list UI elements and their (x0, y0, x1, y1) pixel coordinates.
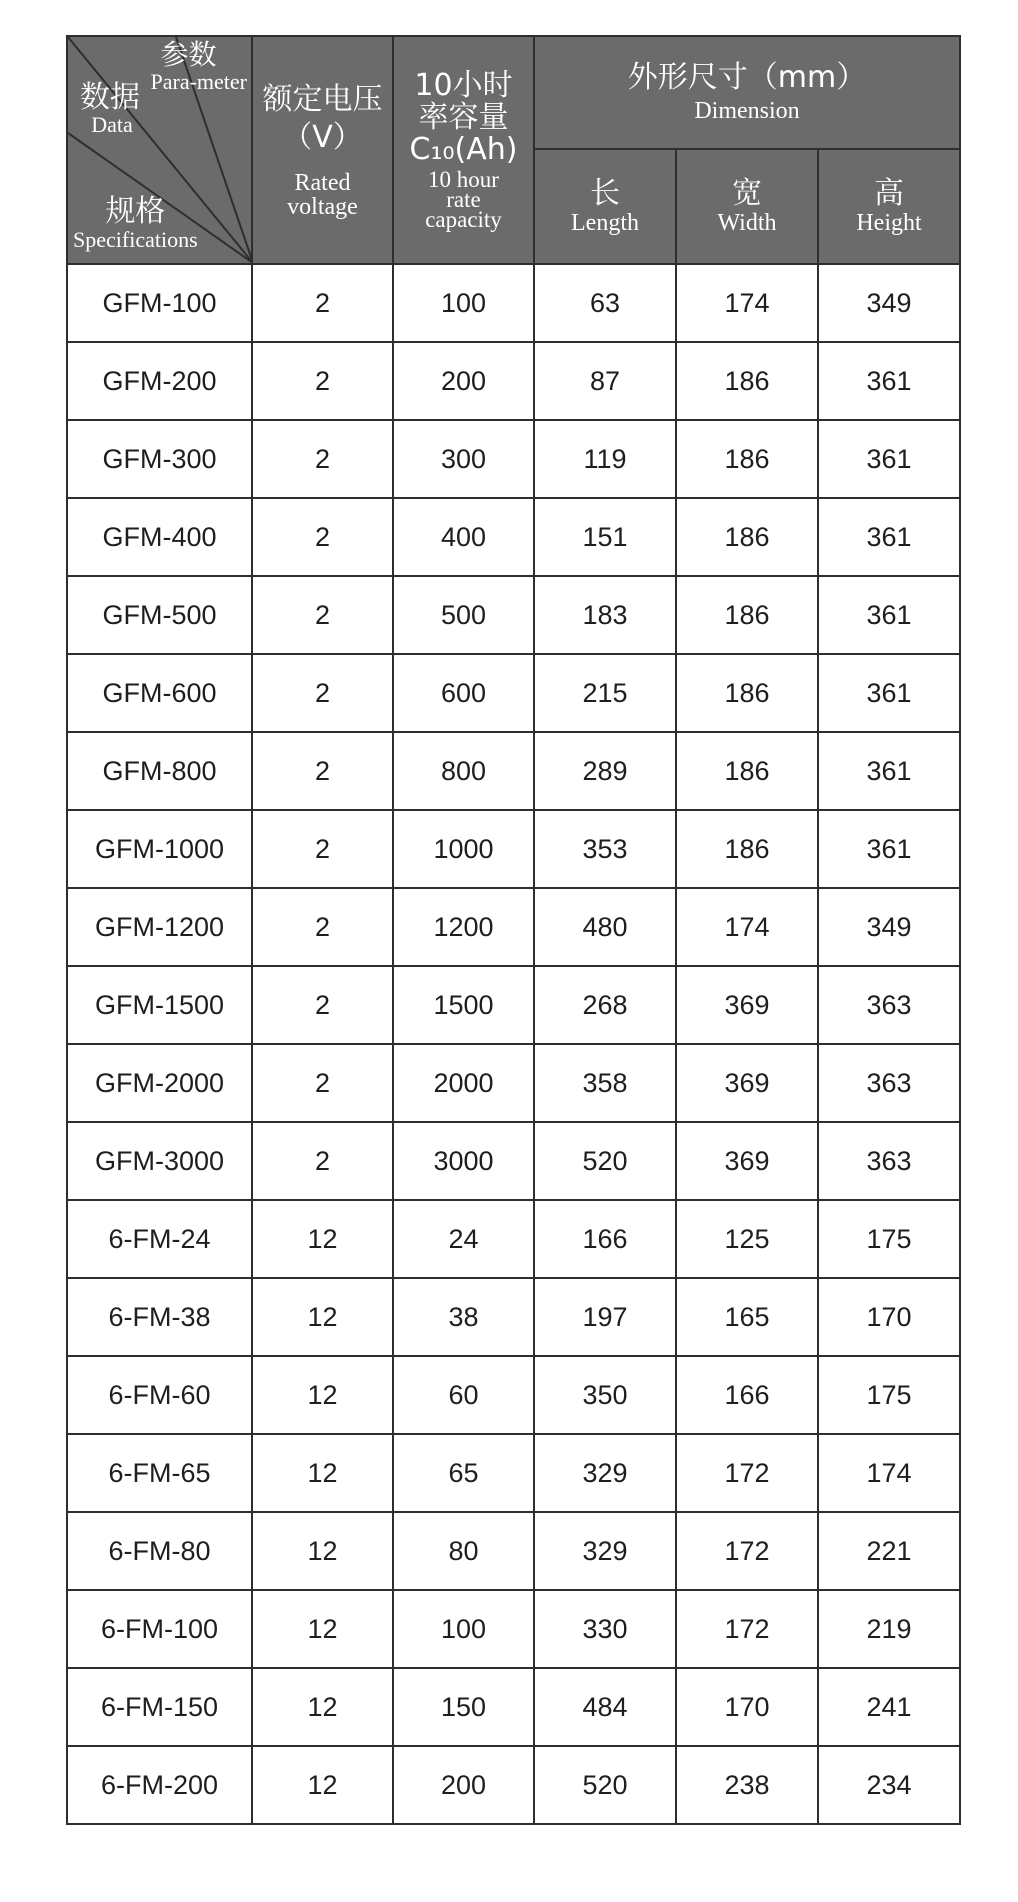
capacity-cell: 400 (393, 498, 534, 576)
capacity-cell: 1200 (393, 888, 534, 966)
capacity-cn-3: C₁₀(Ah) (409, 132, 518, 167)
length-header-cn: 长 (590, 176, 620, 212)
capacity-cell: 200 (393, 1746, 534, 1824)
table-header (67, 36, 960, 264)
length-cell: 520 (534, 1122, 676, 1200)
table-row (67, 1200, 960, 1278)
dimension-header-cn: 外形尺寸（mm） (627, 60, 867, 96)
height-cell: 234 (818, 1746, 960, 1824)
width-cell: 186 (676, 498, 818, 576)
length-header (534, 149, 676, 264)
width-cell: 125 (676, 1200, 818, 1278)
height-cell: 175 (818, 1356, 960, 1434)
capacity-en-2: rate (446, 187, 481, 212)
height-cell: 241 (818, 1668, 960, 1746)
width-header (676, 149, 818, 264)
voltage-cell: 12 (252, 1278, 393, 1356)
capacity-en-1: 10 hour (428, 167, 499, 192)
capacity-cell: 200 (393, 342, 534, 420)
voltage-cell: 2 (252, 732, 393, 810)
capacity-header (393, 36, 534, 264)
table-row (67, 1356, 960, 1434)
length-cell: 329 (534, 1512, 676, 1590)
dimension-header-en: Dimension (694, 98, 800, 125)
capacity-cell: 2000 (393, 1044, 534, 1122)
data-label-en: Data (91, 112, 133, 137)
width-cell: 186 (676, 810, 818, 888)
height-cell: 361 (818, 654, 960, 732)
table-row (67, 1278, 960, 1356)
voltage-cell: 12 (252, 1590, 393, 1668)
length-cell: 484 (534, 1668, 676, 1746)
table-row (67, 1434, 960, 1512)
width-cell: 170 (676, 1668, 818, 1746)
model-cell: GFM-400 (67, 498, 252, 576)
capacity-cell: 800 (393, 732, 534, 810)
table-row (67, 498, 960, 576)
table-row (67, 1044, 960, 1122)
height-cell: 175 (818, 1200, 960, 1278)
model-cell: GFM-100 (67, 264, 252, 342)
voltage-cell: 12 (252, 1746, 393, 1824)
height-cell: 361 (818, 498, 960, 576)
length-cell: 166 (534, 1200, 676, 1278)
voltage-cell: 12 (252, 1434, 393, 1512)
voltage-cell: 12 (252, 1668, 393, 1746)
corner-header-cell (67, 36, 252, 264)
model-cell: GFM-1500 (67, 966, 252, 1044)
length-cell: 330 (534, 1590, 676, 1668)
width-cell: 186 (676, 342, 818, 420)
width-cell: 172 (676, 1434, 818, 1512)
voltage-cell: 2 (252, 1044, 393, 1122)
width-cell: 186 (676, 654, 818, 732)
length-cell: 329 (534, 1434, 676, 1512)
model-cell: GFM-800 (67, 732, 252, 810)
width-cell: 174 (676, 264, 818, 342)
capacity-cell: 60 (393, 1356, 534, 1434)
rated-voltage-cn: 额定电压 (262, 82, 383, 117)
voltage-cell: 2 (252, 498, 393, 576)
specifications-label (73, 195, 198, 251)
length-cell: 480 (534, 888, 676, 966)
width-cell: 166 (676, 1356, 818, 1434)
capacity-cell: 100 (393, 1590, 534, 1668)
model-cell: 6-FM-65 (67, 1434, 252, 1512)
capacity-cell: 150 (393, 1668, 534, 1746)
table-row (67, 732, 960, 810)
length-cell: 268 (534, 966, 676, 1044)
capacity-cell: 1000 (393, 810, 534, 888)
width-cell: 172 (676, 1512, 818, 1590)
voltage-cell: 12 (252, 1356, 393, 1434)
width-cell: 369 (676, 1044, 818, 1122)
voltage-cell: 12 (252, 1512, 393, 1590)
height-cell: 361 (818, 732, 960, 810)
voltage-cell: 2 (252, 576, 393, 654)
rated-voltage-en-1: Rated (294, 170, 351, 196)
table-row (67, 654, 960, 732)
voltage-cell: 2 (252, 342, 393, 420)
width-header-en: Width (717, 210, 777, 237)
height-cell: 219 (818, 1590, 960, 1668)
table-row (67, 810, 960, 888)
height-header (818, 149, 960, 264)
height-header-en: Height (856, 210, 922, 237)
table-row (67, 576, 960, 654)
model-cell: GFM-1200 (67, 888, 252, 966)
model-cell: GFM-200 (67, 342, 252, 420)
length-cell: 520 (534, 1746, 676, 1824)
table-row (67, 1668, 960, 1746)
battery-spec-table-wrapper (66, 35, 959, 1825)
table-row (67, 888, 960, 966)
height-cell: 361 (818, 342, 960, 420)
dimension-header (534, 36, 960, 149)
model-cell: GFM-1000 (67, 810, 252, 888)
length-cell: 215 (534, 654, 676, 732)
voltage-cell: 2 (252, 810, 393, 888)
length-cell: 87 (534, 342, 676, 420)
width-cell: 186 (676, 420, 818, 498)
model-cell: 6-FM-60 (67, 1356, 252, 1434)
capacity-cell: 100 (393, 264, 534, 342)
table-row (67, 264, 960, 342)
capacity-cell: 24 (393, 1200, 534, 1278)
capacity-en-3: capacity (425, 207, 502, 232)
voltage-cell: 2 (252, 264, 393, 342)
parameter-label-en: Para-meter (150, 69, 247, 94)
table-row (67, 342, 960, 420)
length-cell: 119 (534, 420, 676, 498)
specifications-label-en: Specifications (73, 227, 198, 252)
length-cell: 358 (534, 1044, 676, 1122)
width-cell: 369 (676, 966, 818, 1044)
length-cell: 151 (534, 498, 676, 576)
model-cell: 6-FM-24 (67, 1200, 252, 1278)
length-header-en: Length (571, 210, 639, 237)
height-cell: 361 (818, 420, 960, 498)
length-cell: 353 (534, 810, 676, 888)
width-cell: 165 (676, 1278, 818, 1356)
rated-voltage-unit: （V） (282, 120, 363, 155)
model-cell: GFM-500 (67, 576, 252, 654)
length-cell: 289 (534, 732, 676, 810)
table-row (67, 966, 960, 1044)
height-cell: 363 (818, 1044, 960, 1122)
capacity-cell: 80 (393, 1512, 534, 1590)
width-cell: 174 (676, 888, 818, 966)
specifications-label-cn: 规格 (105, 194, 166, 229)
height-cell: 349 (818, 264, 960, 342)
table-row (67, 1746, 960, 1824)
voltage-cell: 2 (252, 420, 393, 498)
height-cell: 174 (818, 1434, 960, 1512)
capacity-cn-1: 10小时 (414, 68, 513, 103)
model-cell: GFM-300 (67, 420, 252, 498)
width-cell: 238 (676, 1746, 818, 1824)
capacity-cell: 38 (393, 1278, 534, 1356)
voltage-cell: 2 (252, 966, 393, 1044)
height-cell: 363 (818, 966, 960, 1044)
table-row (67, 420, 960, 498)
height-cell: 363 (818, 1122, 960, 1200)
model-cell: GFM-3000 (67, 1122, 252, 1200)
voltage-cell: 2 (252, 888, 393, 966)
model-cell: 6-FM-150 (67, 1668, 252, 1746)
model-cell: 6-FM-100 (67, 1590, 252, 1668)
capacity-cell: 500 (393, 576, 534, 654)
width-cell: 186 (676, 576, 818, 654)
parameter-label (151, 39, 248, 92)
width-cell: 369 (676, 1122, 818, 1200)
length-cell: 197 (534, 1278, 676, 1356)
table-body (67, 264, 960, 1824)
table-row (67, 1122, 960, 1200)
capacity-cell: 600 (393, 654, 534, 732)
capacity-cell: 300 (393, 420, 534, 498)
length-cell: 63 (534, 264, 676, 342)
height-cell: 170 (818, 1278, 960, 1356)
voltage-cell: 2 (252, 654, 393, 732)
table-row (67, 1590, 960, 1668)
model-cell: GFM-2000 (67, 1044, 252, 1122)
capacity-cn-2: 率容量 (418, 100, 509, 135)
height-cell: 361 (818, 810, 960, 888)
capacity-cell: 3000 (393, 1122, 534, 1200)
height-cell: 221 (818, 1512, 960, 1590)
table-row (67, 1512, 960, 1590)
parameter-label-cn: 参数 (160, 38, 217, 71)
model-cell: 6-FM-38 (67, 1278, 252, 1356)
model-cell: 6-FM-200 (67, 1746, 252, 1824)
length-cell: 350 (534, 1356, 676, 1434)
voltage-cell: 2 (252, 1122, 393, 1200)
model-cell: GFM-600 (67, 654, 252, 732)
width-header-cn: 宽 (732, 176, 762, 212)
height-cell: 361 (818, 576, 960, 654)
data-label (80, 81, 140, 135)
data-label-cn: 数据 (80, 80, 140, 115)
model-cell: 6-FM-80 (67, 1512, 252, 1590)
length-cell: 183 (534, 576, 676, 654)
height-cell: 349 (818, 888, 960, 966)
voltage-cell: 12 (252, 1200, 393, 1278)
capacity-cell: 1500 (393, 966, 534, 1044)
battery-spec-table (66, 35, 961, 1825)
width-cell: 186 (676, 732, 818, 810)
width-cell: 172 (676, 1590, 818, 1668)
height-header-cn: 高 (874, 176, 905, 212)
rated-voltage-header (252, 36, 393, 264)
rated-voltage-en-2: voltage (287, 194, 358, 220)
capacity-cell: 65 (393, 1434, 534, 1512)
